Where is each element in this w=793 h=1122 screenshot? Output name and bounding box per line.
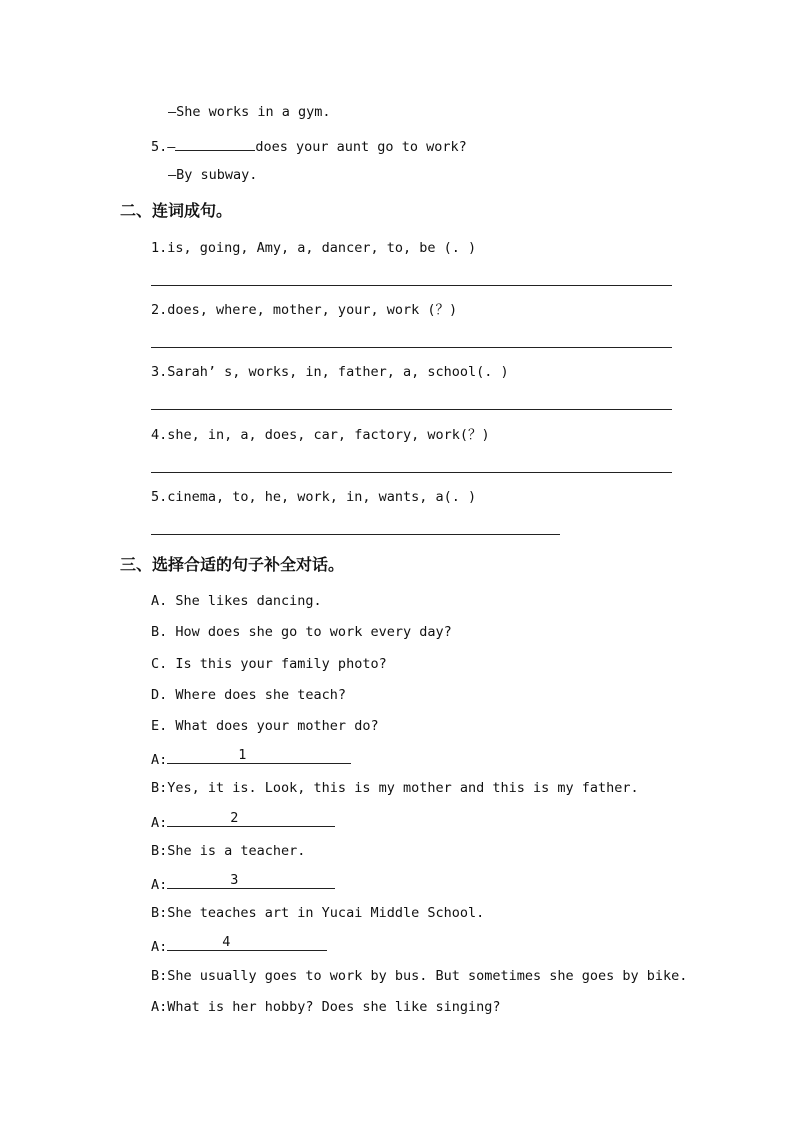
- reorder-item-2: 2.does, where, mother, your, work (？): [151, 302, 458, 318]
- option-c: C. Is this your family photo?: [151, 656, 387, 672]
- section-2-title: 二、连词成句。: [120, 201, 233, 220]
- answer-rule-5[interactable]: [151, 534, 560, 535]
- dialogue-a-5: A:What is her hobby? Does she like singing?: [151, 999, 501, 1015]
- speaker-a: A:: [151, 877, 168, 893]
- option-a: A. She likes dancing.: [151, 593, 322, 609]
- reorder-item-1: 1.is, going, Amy, a, dancer, to, be (. ): [151, 240, 477, 256]
- dialogue-b-1: B:Yes, it is. Look, this is my mother and this is my father.: [151, 780, 639, 796]
- reorder-item-3: 3.Sarah’ s, works, in, father, a, school(. ): [151, 364, 509, 380]
- question-5-number: 5.—: [151, 139, 176, 155]
- dialogue-a-4: [151, 935, 327, 956]
- speaker-a: A:: [151, 815, 168, 831]
- dialogue-b-2: B:She is a teacher.: [151, 843, 306, 859]
- option-d: D. Where does she teach?: [151, 687, 347, 703]
- reorder-item-5: 5.cinema, to, he, work, in, wants, a(. ): [151, 489, 477, 505]
- dialogue-blank-3[interactable]: [167, 873, 335, 889]
- question-5-blank[interactable]: [175, 135, 255, 151]
- speaker-a: A:: [151, 752, 168, 768]
- dialogue-blank-4[interactable]: [167, 935, 327, 951]
- blank-number-4: 4: [222, 934, 231, 950]
- dialogue-b-3: B:She teaches art in Yucai Middle School.: [151, 905, 485, 921]
- question-5-text: does your aunt go to work?: [255, 139, 467, 155]
- answer-rule-4[interactable]: [151, 472, 672, 473]
- blank-number-3: 3: [230, 872, 239, 888]
- section-3-title: 三、选择合适的句子补全对话。: [120, 555, 345, 574]
- answer-rule-2[interactable]: [151, 347, 672, 348]
- blank-number-2: 2: [230, 810, 239, 826]
- dialogue-blank-1[interactable]: [167, 748, 351, 764]
- answer-line-gym: —She works in a gym.: [168, 104, 331, 120]
- answer-rule-1[interactable]: [151, 285, 672, 286]
- reorder-item-4: 4.she, in, a, does, car, factory, work(？): [151, 427, 490, 443]
- option-e: E. What does your mother do?: [151, 718, 379, 734]
- dialogue-a-3: [151, 873, 335, 894]
- answer-line-subway: —By subway.: [168, 167, 258, 183]
- blank-number-1: 1: [238, 747, 247, 763]
- speaker-a: A:: [151, 939, 168, 955]
- dialogue-a-1: [151, 748, 351, 769]
- dialogue-blank-2[interactable]: [167, 811, 335, 827]
- answer-rule-3[interactable]: [151, 409, 672, 410]
- dialogue-b-4: B:She usually goes to work by bus. But sometimes she goes by bike.: [151, 968, 688, 984]
- question-5: [151, 135, 467, 156]
- option-b: B. How does she go to work every day?: [151, 624, 452, 640]
- dialogue-a-2: [151, 811, 335, 832]
